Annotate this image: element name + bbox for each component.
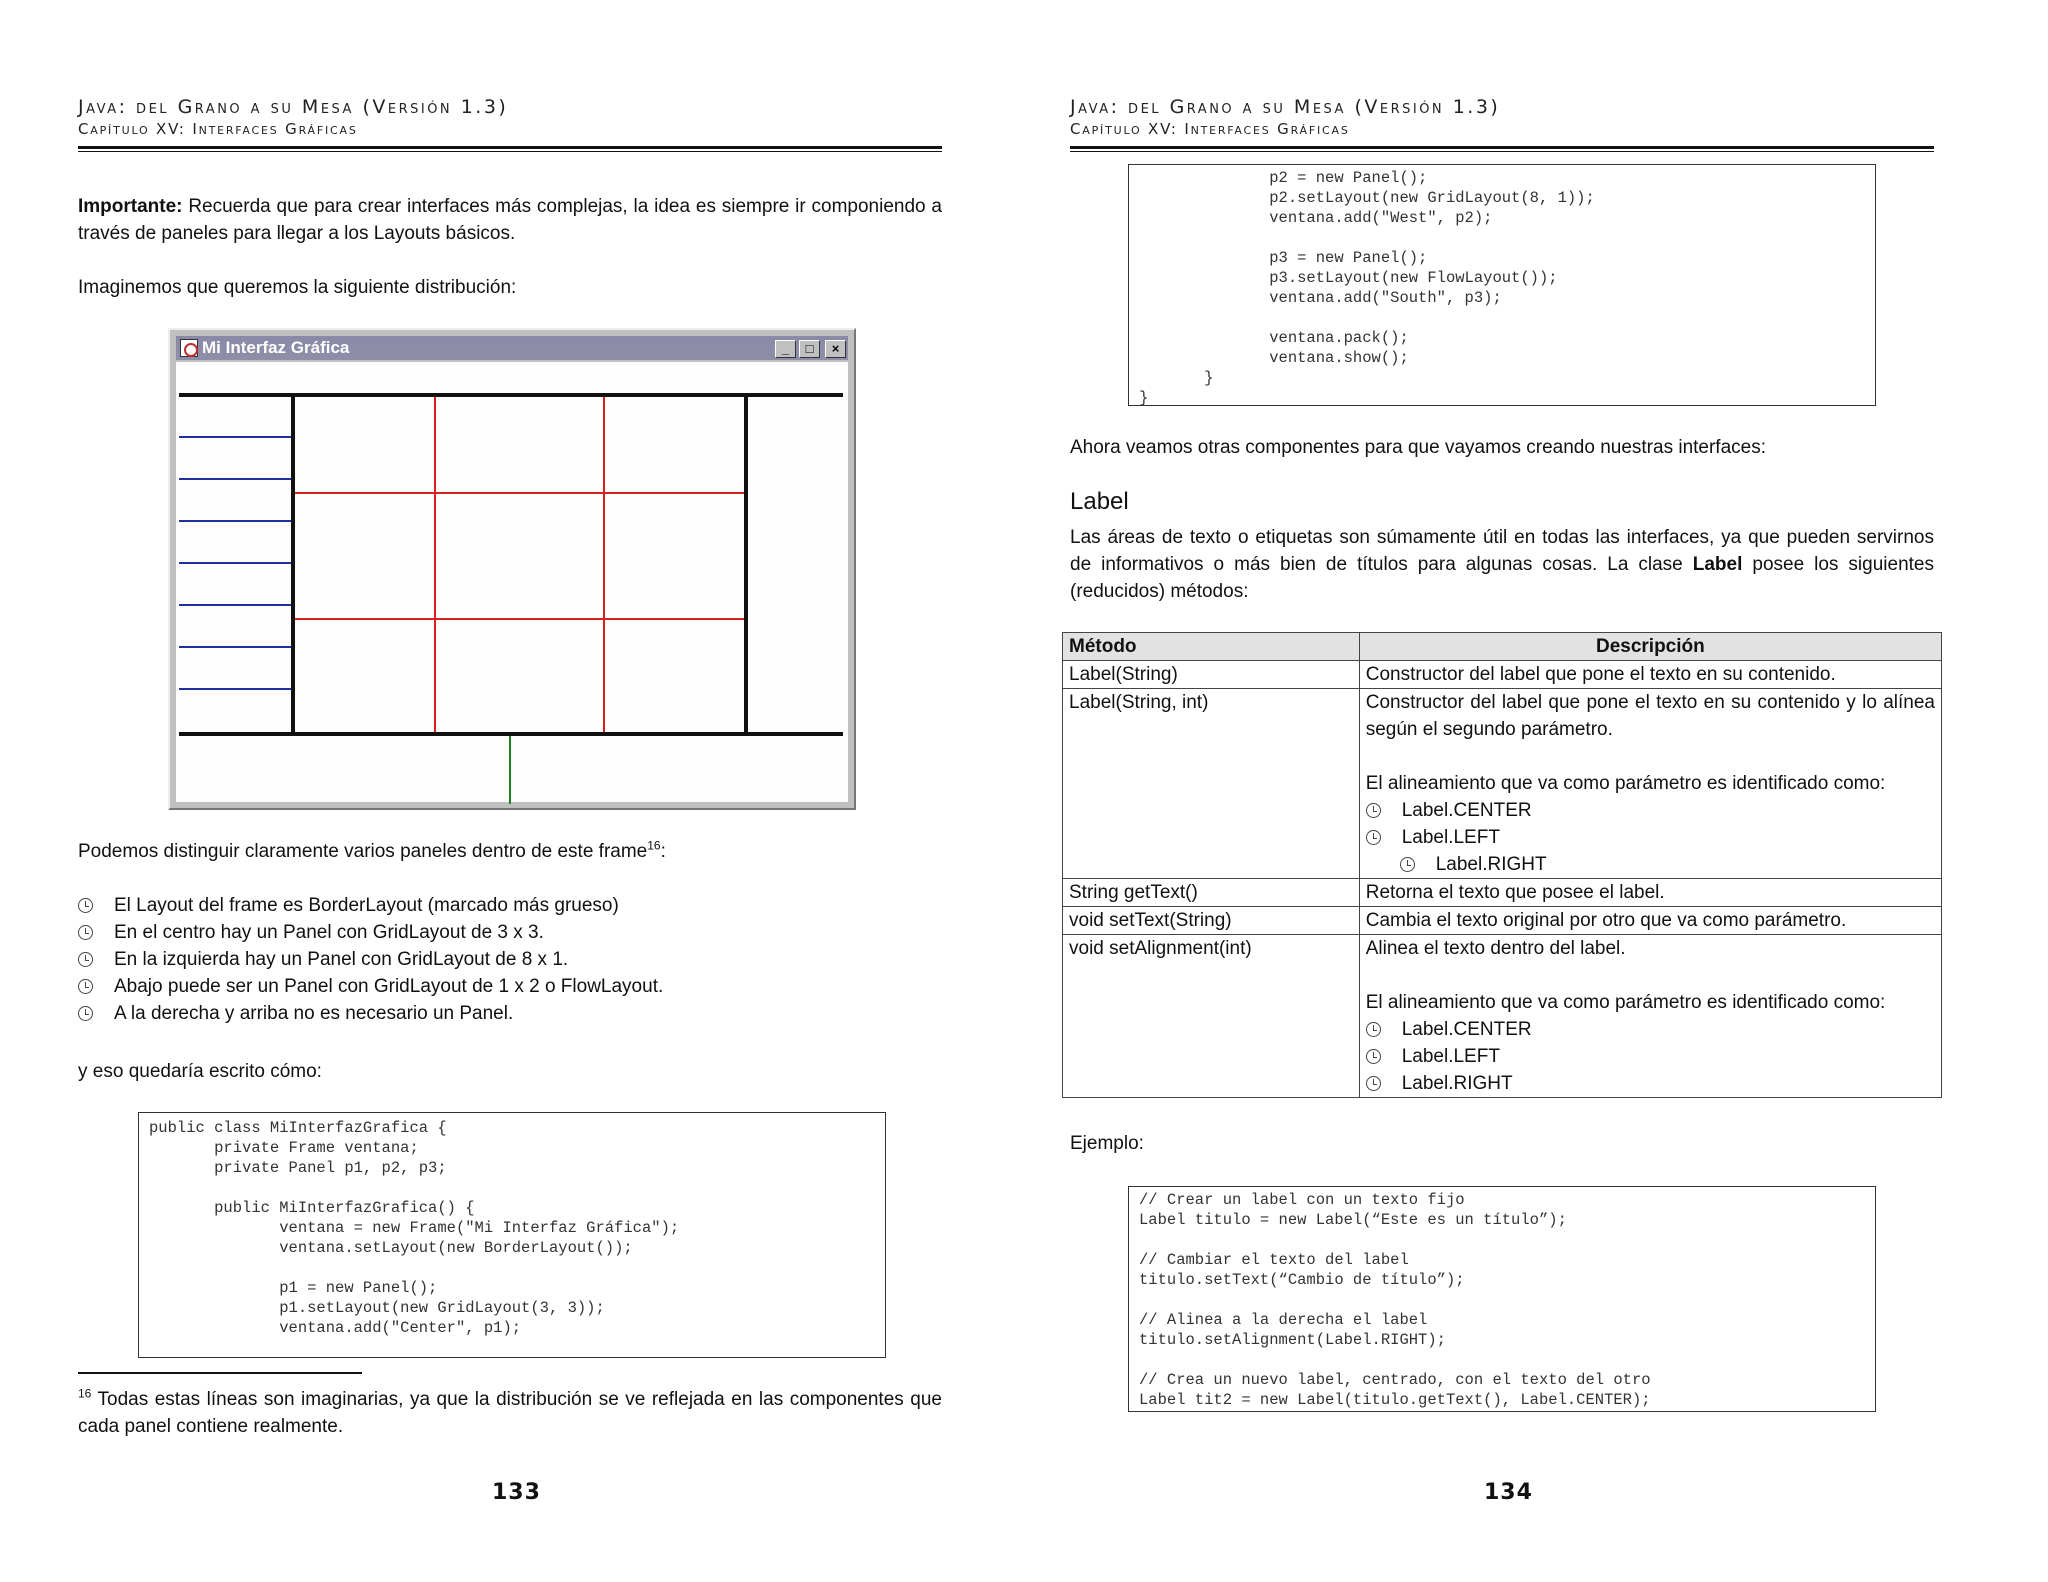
method-cell: Label(String, int) — [1063, 689, 1360, 879]
alignment-item — [1366, 1070, 1935, 1097]
alignment-item — [1366, 1016, 1935, 1043]
clock-bullet-icon — [1366, 1076, 1381, 1091]
header-chapter: Capítulo XV: Interfaces Gráficas — [1070, 120, 1350, 138]
alignment-item-text: Label.RIGHT — [1401, 1073, 1513, 1094]
window-screenshot — [168, 328, 856, 810]
java-app-icon — [180, 339, 198, 357]
header-chapter: Capítulo XV: Interfaces Gráficas — [78, 120, 358, 138]
table-row — [1063, 661, 1942, 689]
table-row — [1063, 935, 1942, 1098]
clock-bullet-icon — [78, 898, 93, 913]
example-label: Ejemplo: — [1070, 1133, 1144, 1154]
label-desc-bold: Label — [1692, 554, 1743, 575]
header-rule — [78, 146, 942, 152]
alignment-item — [1366, 797, 1935, 824]
description-text: Alinea el texto dentro del label. — [1365, 938, 1626, 959]
code-line: Label tit2 = new Label(titulo.getText(), Label.CENTER); — [1139, 1391, 1651, 1409]
code-lines — [149, 1118, 679, 1338]
clock-bullet-icon — [1366, 1049, 1381, 1064]
grid-vline-1 — [434, 397, 436, 732]
code-line: titulo.setText(“Cambio de título”); — [1139, 1271, 1465, 1289]
description-cell: Cambia el texto original por otro que va como parámetro. — [1359, 907, 1941, 935]
table-header-row — [1063, 633, 1942, 661]
code-line: // Crea un nuevo label, centrado, con el texto del otro — [1139, 1371, 1651, 1389]
code-line: titulo.setAlignment(Label.RIGHT); — [1139, 1331, 1446, 1349]
close-button[interactable]: × — [825, 340, 846, 358]
code-line: ventana.add("South", p3); — [1139, 289, 1502, 307]
code-line: // Cambiar el texto del label — [1139, 1251, 1409, 1269]
footnote-number: 16 — [78, 1386, 92, 1401]
table-row — [1063, 879, 1942, 907]
code-line: p2.setLayout(new GridLayout(8, 1)); — [1139, 189, 1595, 207]
table-row — [1063, 689, 1942, 879]
intro-text: Imaginemos que queremos la siguiente distribución: — [78, 277, 517, 298]
methods-table — [1062, 632, 1942, 1098]
code-line: ventana.add("West", p2); — [1139, 209, 1493, 227]
description-note: El alineamiento que va como parámetro es identificado como: — [1365, 992, 1886, 1013]
code-line — [1139, 1350, 1651, 1370]
method-cell: void setAlignment(int) — [1063, 935, 1360, 1098]
west-row-line-2 — [179, 478, 291, 480]
bullet-item — [78, 973, 663, 1000]
code-line: p1.setLayout(new GridLayout(3, 3)); — [149, 1299, 605, 1317]
important-paragraph — [78, 193, 942, 247]
bullet-text: En el centro hay un Panel con GridLayout de 3 x 3. — [114, 922, 544, 943]
alignment-item — [1400, 851, 1935, 878]
code-line — [149, 1258, 679, 1278]
code-line: p2 = new Panel(); — [1139, 169, 1428, 187]
code-line — [1139, 1230, 1651, 1250]
code-block-2 — [1128, 164, 1876, 406]
minimize-button[interactable]: _ — [775, 340, 796, 358]
column-header-method: Método — [1063, 633, 1360, 661]
maximize-button[interactable]: □ — [799, 340, 820, 358]
code-line: p3.setLayout(new FlowLayout()); — [1139, 269, 1558, 287]
description-note: El alineamiento que va como parámetro es identificado como: — [1365, 773, 1886, 794]
panels-text-body: Podemos distinguir claramente varios paneles dentro de este frame — [78, 841, 648, 862]
west-row-line-1 — [179, 436, 291, 438]
footnote-text: Todas estas líneas son imaginarias, ya que la distribución se ve reflejada en las componentes que cada panel contiene realmente. — [78, 1389, 942, 1437]
clock-bullet-icon — [1366, 803, 1381, 818]
code-line: ventana.setLayout(new BorderLayout()); — [149, 1239, 633, 1257]
page-number: 134 — [1484, 1480, 1533, 1505]
code-line — [1139, 228, 1595, 248]
bullet-item — [78, 919, 663, 946]
alignment-item-text: Label.CENTER — [1401, 1019, 1532, 1040]
alignment-item-text: Label.RIGHT — [1435, 854, 1547, 875]
panels-bullet-list — [78, 892, 663, 1027]
clock-bullet-icon — [78, 1006, 93, 1021]
code-line: public MiInterfazGrafica() { — [149, 1199, 475, 1217]
clock-bullet-icon — [1366, 1022, 1381, 1037]
alignment-item — [1366, 824, 1935, 851]
method-cell: String getText() — [1063, 879, 1360, 907]
bullet-item — [78, 946, 663, 973]
description-cell — [1359, 689, 1941, 879]
code-line: p3 = new Panel(); — [1139, 249, 1428, 267]
west-row-line-4 — [179, 562, 291, 564]
code-line: // Alinea a la derecha el label — [1139, 1311, 1428, 1329]
grid-vline-2 — [603, 397, 605, 732]
clock-bullet-icon — [78, 979, 93, 994]
code-line: } — [1139, 389, 1149, 407]
code-line: // Crear un label con un texto fijo — [1139, 1191, 1465, 1209]
panels-text — [78, 838, 942, 865]
code-line: private Frame ventana; — [149, 1139, 419, 1157]
bullet-item — [78, 892, 663, 919]
window-client-area — [176, 362, 848, 802]
bullet-item — [78, 1000, 663, 1027]
description-cell: Retorna el texto que posee el label. — [1359, 879, 1941, 907]
code-line: private Panel p1, p2, p3; — [149, 1159, 447, 1177]
alignment-item-text: Label.LEFT — [1401, 827, 1500, 848]
west-row-line-6 — [179, 646, 291, 648]
footnote-rule — [78, 1372, 362, 1374]
description-text: Constructor del label que pone el texto en su contenido y lo alínea según el segundo parámetro. — [1365, 692, 1935, 740]
code-line: ventana.show(); — [1139, 349, 1409, 367]
table-row — [1063, 907, 1942, 935]
alignment-item-text: Label.LEFT — [1401, 1046, 1500, 1067]
description-cell — [1359, 935, 1941, 1098]
header-rule — [1070, 146, 1934, 152]
code-line — [149, 1178, 679, 1198]
bullet-text: A la derecha y arriba no es necesario un Panel. — [114, 1003, 514, 1024]
components-text: Ahora veamos otras componentes para que vayamos creando nuestras interfaces: — [1070, 437, 1766, 458]
clock-bullet-icon — [1366, 830, 1381, 845]
clock-bullet-icon — [78, 952, 93, 967]
label-description — [1070, 524, 1934, 605]
clock-bullet-icon — [1400, 857, 1415, 872]
section-title: Label — [1070, 488, 1129, 515]
south-divider-line — [509, 736, 511, 804]
bullet-text: Abajo puede ser un Panel con GridLayout de 1 x 2 o FlowLayout. — [114, 976, 664, 997]
method-cell: Label(String) — [1063, 661, 1360, 689]
label-desc-1: Las áreas de texto o etiquetas son súmamente útil en todas las interfaces, ya que pueden servirnos de informativos o más bien de títulos para algunas cosas. La clase — [1070, 527, 1934, 575]
code-line — [1139, 308, 1595, 328]
method-cell: void setText(String) — [1063, 907, 1360, 935]
west-row-line-7 — [179, 688, 291, 690]
footnote-ref: 16 — [647, 838, 661, 853]
clock-bullet-icon — [78, 925, 93, 940]
grid-hline-2 — [295, 618, 744, 620]
panels-colon: : — [660, 841, 666, 862]
code-lines — [1139, 168, 1595, 408]
code-line: ventana.pack(); — [1139, 329, 1409, 347]
header-title: Java: del Grano a su Mesa (Versión 1.3) — [78, 96, 509, 118]
bullet-text: El Layout del frame es BorderLayout (marcado más grueso) — [114, 895, 619, 916]
description-cell: Constructor del label que pone el texto en su contenido. — [1359, 661, 1941, 689]
written-text: y eso quedaría escrito cómo: — [78, 1061, 322, 1082]
code-line: Label titulo = new Label(“Este es un título”); — [1139, 1211, 1567, 1229]
alignment-item — [1366, 1043, 1935, 1070]
code-block-example — [1128, 1186, 1876, 1412]
grid-hline-1 — [295, 492, 744, 494]
important-text: Recuerda que para crear interfaces más complejas, la idea es siempre ir componiendo a través de paneles para llegar a los Layouts básicos. — [78, 196, 942, 244]
code-line: p1 = new Panel(); — [149, 1279, 438, 1297]
alignment-item-text: Label.CENTER — [1401, 800, 1532, 821]
west-row-line-5 — [179, 604, 291, 606]
important-label: Importante: — [78, 196, 183, 217]
page-number: 133 — [492, 1480, 541, 1505]
right-page — [1024, 0, 2048, 1582]
header-title: Java: del Grano a su Mesa (Versión 1.3) — [1070, 96, 1501, 118]
code-line: ventana.add("Center", p1); — [149, 1319, 522, 1337]
window-titlebar — [176, 336, 848, 360]
east-border-line — [744, 393, 748, 736]
column-header-description: Descripción — [1359, 633, 1941, 661]
window-title: Mi Interfaz Gráfica — [202, 338, 350, 357]
label-desc-2: posee los siguientes (reducidos) métodos: — [1070, 554, 1934, 602]
west-border-line — [291, 393, 295, 736]
code-lines — [1139, 1190, 1651, 1410]
code-line: } — [1139, 369, 1214, 387]
bullet-text: En la izquierda hay un Panel con GridLayout de 8 x 1. — [114, 949, 569, 970]
code-block-1 — [138, 1112, 886, 1358]
code-line — [1139, 1290, 1651, 1310]
footnote — [78, 1386, 942, 1440]
code-line: public class MiInterfazGrafica { — [149, 1119, 447, 1137]
west-row-line-3 — [179, 520, 291, 522]
code-line: ventana = new Frame("Mi Interfaz Gráfica"); — [149, 1219, 680, 1237]
